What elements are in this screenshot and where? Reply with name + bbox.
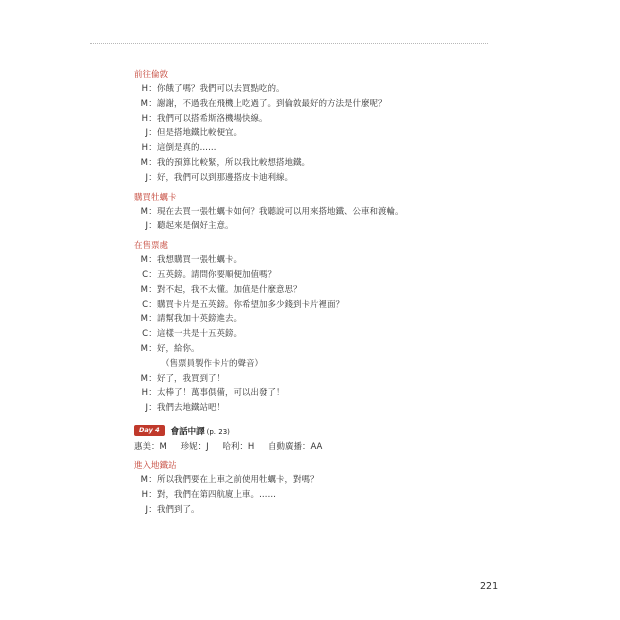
dialogue-line: H ： 太棒了！萬事俱備，可以出發了！	[141, 388, 285, 399]
page-content	[134, 68, 534, 517]
dialogue-line: M ： 我的預算比較緊，所以我比較想搭地鐵。	[140, 157, 311, 168]
day-header	[134, 424, 534, 438]
dialogue-line: M ： 對不起，我不太懂。加值是什麼意思？	[140, 284, 302, 295]
dialogue-line: M ： 謝謝，不過我在飛機上吃過了。到倫敦最好的方法是什麼呢？	[140, 98, 387, 109]
cast-item: 惠美：M	[134, 441, 167, 452]
dialogue-line: M ： 現在去買一張牡蠣卡如何？我聽說可以用來搭地鐵、公車和渡輪。	[140, 206, 404, 217]
dialogue-line: M ： 我想購買一張牡蠣卡。	[140, 255, 243, 266]
dialogue-line: H ： 這倒是真的……	[141, 143, 217, 154]
cast-item: 哈利：H	[222, 441, 255, 452]
section-title: 前往倫敦	[134, 70, 169, 80]
dialogue-line: C ： 這樣一共是十五英鎊。	[142, 329, 243, 340]
dialogue-line: H ： 你餓了嗎？我們可以去買點吃的。	[141, 84, 285, 94]
cast-list	[134, 440, 534, 454]
dialogue-line: M ： 好，給你。	[140, 343, 200, 354]
dialogue-line: M ： 請幫我加十英鎊進去。	[140, 314, 243, 325]
section-title: 在售票處	[134, 241, 169, 252]
dialogue-line: M ： 好了，我買到了！	[140, 373, 226, 384]
dialogue-line: C ： 購買卡片是五英鎊。你希望加多少錢到卡片裡面？	[142, 299, 345, 310]
stage-direction: （售票員製作卡片的聲音）	[161, 358, 264, 369]
dialogue-line: J ： 聽起來是個好主意。	[145, 221, 234, 232]
dialogue-line: H ： 我們可以搭希斯洛機場快線。	[141, 113, 268, 124]
day-title: 會話中譯 (p. 23)	[170, 426, 230, 437]
dialogue-line: J ： 好，我們可以到那邊搭皮卡迪利線。	[145, 172, 294, 183]
cast-item: 珍妮：J	[180, 441, 209, 452]
dialogue-line: H ： 對，我們在第四航廈上車。……	[141, 489, 277, 500]
section-title: 購買牡蠣卡	[134, 192, 177, 203]
dialogue-line: J ： 但是搭地鐵比較便宜。	[145, 128, 243, 139]
cast-item: 自動廣播：AA	[267, 441, 323, 452]
dialogue-line: J ： 我們到了。	[145, 504, 200, 515]
page-reference: (p. 23)	[206, 427, 230, 436]
dialogue-line: C ： 五英鎊。請問你要順便加值嗎？	[142, 269, 277, 280]
page-number: 221	[480, 581, 499, 592]
dialogue-line: J ： 我們去地鐵站吧！	[145, 403, 226, 414]
section-title: 進入地鐵站	[134, 460, 177, 471]
dialogue-line: M ： 所以我們要在上車之前使用牡蠣卡，對嗎？	[140, 474, 319, 485]
top-dotted-rule	[90, 43, 488, 44]
day-badge: Day 4	[134, 425, 165, 436]
